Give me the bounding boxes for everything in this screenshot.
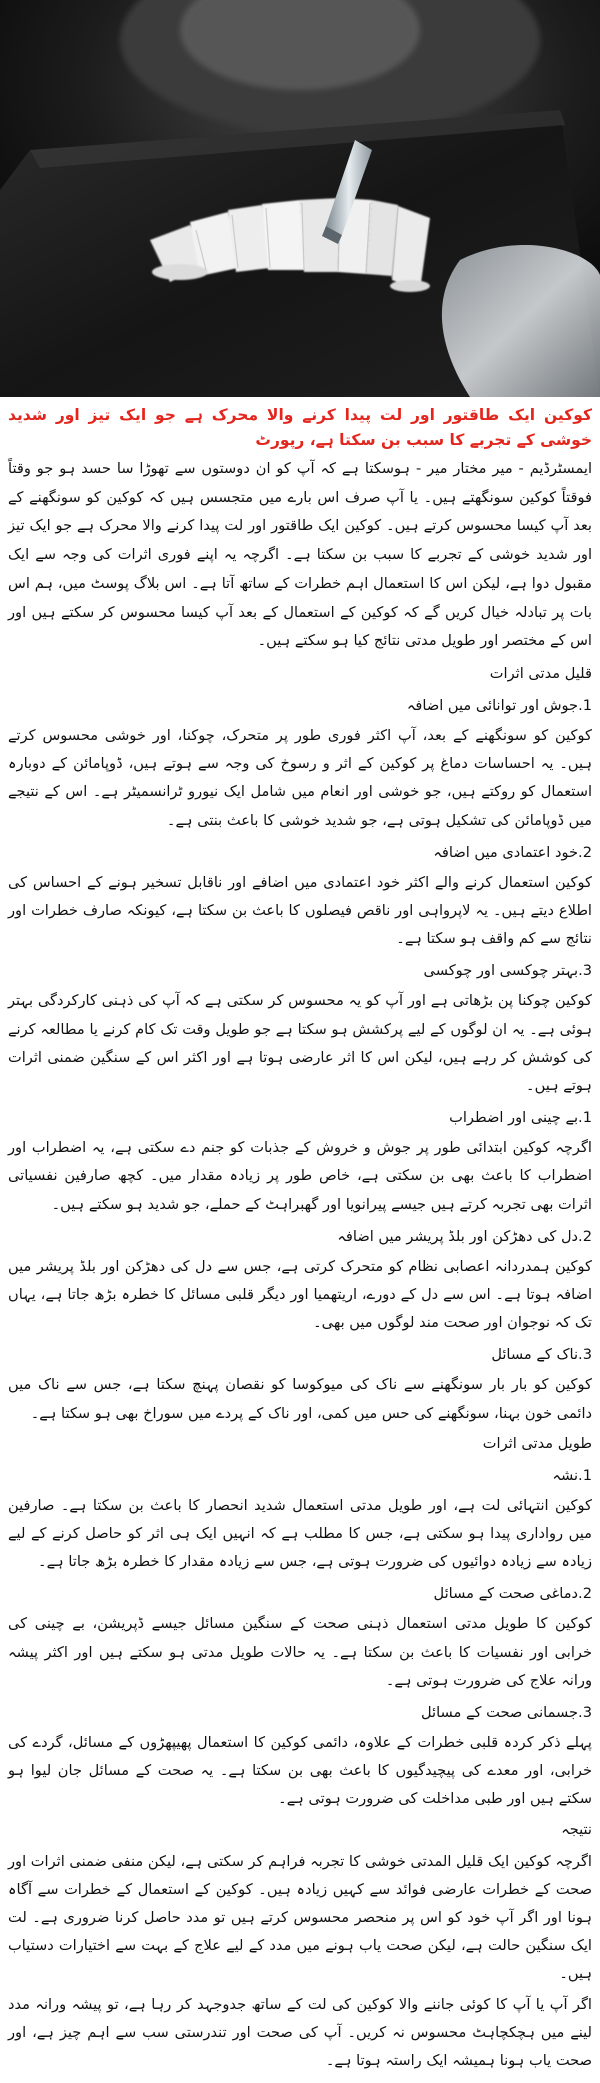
subheading: 3.بہتر چوکسی اور چوکسی <box>423 962 592 980</box>
paragraph: کوکین استعمال کرنے والے اکثر خود اعتمادی میں اضافے اور ناقابل تسخیر ہونے کے احساس کی اطلاع دیتے ہیں۔ یہ لاپرواہی اور ناقص فیصلوں کا باعث بن سکتا ہے، کیونکہ صارف خطرات اور نتائج سے کم واقف ہو سکتا ہے۔ <box>8 873 592 948</box>
paragraph: کوکین ہمدردانہ اعصابی نظام کو متحرک کرتی ہے، جس سے دل کی دھڑکن اور بلڈ پریشر میں اضافہ ہوتا ہے۔ اس سے دل کے دورے، اریتھمیا اور دیگر قلبی مسائل کا خطرہ بڑھ جاتا ہے، یہاں تک کہ نوجوان اور صحت مند لوگوں میں بھی۔ <box>8 1257 592 1332</box>
cocaine-lines-photo <box>0 0 600 397</box>
subheading: 2.خود اعتمادی میں اضافہ <box>433 843 592 861</box>
paragraph: کوکین چوکنا پن بڑھاتی ہے اور آپ کو یہ محسوس کر سکتی ہے کہ آپ کی ذہنی کارکردگی بہتر ہوئی ہے۔ یہ ان لوگوں کے لیے پرکشش ہو سکتا ہے جو طویل وقت تک کام کرنے یا مطالعہ کرنے کی کوشش کر رہے ہیں، لیکن اس کا اثر عارضی ہوتا ہے اور اکثر اس کے سنگین ضمنی اثرات ہوتے ہیں۔ <box>8 992 592 1094</box>
subheading: 3.ناک کے مسائل <box>491 1346 592 1364</box>
subheading: 1.بے چینی اور اضطراب <box>449 1109 592 1127</box>
section-heading-short-term: قلیل مدتی اثرات <box>489 664 592 682</box>
article <box>0 397 600 2075</box>
paragraph: کوکین انتہائی لت ہے، اور طویل مدتی استعمال شدید انحصار کا باعث بن سکتا ہے۔ صارفین میں رواداری پیدا ہو سکتی ہے، جس کا مطلب ہے کہ انہیں ایک ہی اثر کو حاصل کرنے کے لیے زیادہ سے زیادہ دوائیوں کی ضرورت ہوتی ہے، جس سے زیادہ مقدار کا خطرہ بڑھ جاتا ہے۔ <box>8 1496 592 1571</box>
article-headline: کوکین ایک طاقتور اور لت پیدا کرنے والا محرک ہے جو ایک تیز اور شدید خوشی کے تجربے کا سبب بن سکتا ہے، رپورٹ <box>8 406 592 449</box>
intro-paragraph: ایمسٹرڈیم - میر مختار میر - ہوسکتا ہے کہ آپ کو ان دوستوں سے تھوڑا سا حسد ہو جو وقتاً فوقتاً کوکین سونگھتے ہیں۔ یا آپ صرف اس بارے میں متجسس ہیں کہ کوکین کو سونگھنے کے بعد آپ کیسا محسوس کرتے ہیں۔ کوکین ایک طاقتور اور لت پیدا کرنے والا محرک ہے جو ایک تیز اور شدید خوشی کے تجربے کا سبب بن سکتا ہے۔ اگرچہ یہ اپنے فوری اثرات کی وجہ سے ایک مقبول دوا ہے، لیکن اس کا استعمال اہم خطرات کے ساتھ آتا ہے۔ اس بلاگ پوسٹ میں، ہم اس بات پر تبادلہ خیال کریں گے کہ کوکین کے استعمال کے بعد آپ کیسا محسوس کر سکتے ہیں اور اس کے مختصر اور طویل مدتی نتائج کیا ہو سکتے ہیں۔ <box>8 460 592 650</box>
paragraph: کوکین کو بار بار سونگھنے سے ناک کی میوکوسا کو نقصان پہنچ سکتا ہے، جس سے ناک میں دائمی خون بہنا، سونگھنے کی حس میں کمی، اور ناک کے پردے میں سوراخ بھی ہو سکتا ہے۔ <box>8 1376 592 1422</box>
paragraph: اگرچہ کوکین ابتدائی طور پر جوش و خروش کے جذبات کو جنم دے سکتی ہے، یہ اضطراب اور اضطراب کا باعث بھی بن سکتی ہے، خاص طور پر زیادہ مقدار میں۔ کچھ صارفین نفسیاتی اثرات بھی تجربہ کرتے ہیں جیسے پیرانویا اور گھبراہٹ کے حملے، جو شدید ہو سکتے ہیں۔ <box>8 1139 592 1213</box>
paragraph: کوکین کا طویل مدتی استعمال ذہنی صحت کے سنگین مسائل جیسے ڈپریشن، بے چینی کی خرابی اور نفسیات کا باعث بن سکتا ہے۔ یہ حالات طویل مدتی ہو سکتے ہیں اور اکثر پیشہ ورانہ علاج کی ضرورت ہوتی ہے۔ <box>8 1615 592 1689</box>
paragraph: پہلے ذکر کردہ قلبی خطرات کے علاوہ، دائمی کوکین کا استعمال پھیپھڑوں کے مسائل، گردے کی خرابی، اور معدے کی پیچیدگیوں کا باعث بھی بن سکتا ہے۔ یہ صحت کے مسائل جان لیوا ہو سکتے ہیں اور طبی مداخلت کی ضرورت ہوتی ہے۔ <box>8 1734 592 1808</box>
section-heading-long-term: طویل مدتی اثرات <box>482 1434 592 1452</box>
conclusion-paragraph: اگر آپ یا آپ کا کوئی جاننے والا کوکین کی لت کے ساتھ جدوجہد کر رہا ہے، تو پیشہ ورانہ مدد لینے میں ہچکچاہٹ محسوس نہ کریں۔ آپ کی صحت اور تندرستی سب سے اہم چیز ہے، اور صحت یاب ہونا ہمیشہ ایک راستہ ہوتا ہے۔ <box>8 1995 592 2070</box>
subheading: 1.جوش اور توانائی میں اضافہ <box>406 696 592 714</box>
section-heading-conclusion: نتیجہ <box>561 1820 592 1838</box>
subheading: 1.نشہ <box>552 1466 592 1484</box>
paragraph: کوکین کو سونگھنے کے بعد، آپ اکثر فوری طور پر متحرک، چوکنا، اور خوشی محسوس کرتے ہیں۔ یہ احساسات دماغ پر کوکین کے اثر و رسوخ کی وجہ سے ہوتے ہیں، ڈوپامائن کے دوبارہ استعمال کو روکتے ہیں، جو خوشی اور انعام میں شامل ایک نیورو ٹرانسمیٹر ہے۔ اس کے نتیجے میں ڈوپامائن کی تشکیل ہوتی ہے، جو شدید خوشی کا باعث بنتی ہے۔ <box>8 726 592 829</box>
conclusion-paragraph: اگرچہ کوکین ایک قلیل المدتی خوشی کا تجربہ فراہم کر سکتی ہے، لیکن منفی ضمنی اثرات اور صحت کے خطرات عارضی فوائد سے کہیں زیادہ ہیں۔ کوکین کے استعمال کے خطرات سے آگاہ ہونا اور اگر آپ خود کو اس پر منحصر محسوس کرتے ہیں تو مدد حاصل کرنا ضروری ہے۔ لت ایک سنگین حالت ہے، لیکن صحت یاب ہونے میں مدد کے لیے علاج کے بہت سے اختیارات دستیاب ہیں۔ <box>8 1852 592 1983</box>
hero-photo <box>0 0 600 397</box>
subheading: 2.دل کی دھڑکن اور بلڈ پریشر میں اضافہ <box>337 1227 592 1245</box>
subheading: 3.جسمانی صحت کے مسائل <box>420 1704 592 1721</box>
subheading: 2.دماغی صحت کے مسائل <box>433 1585 592 1603</box>
